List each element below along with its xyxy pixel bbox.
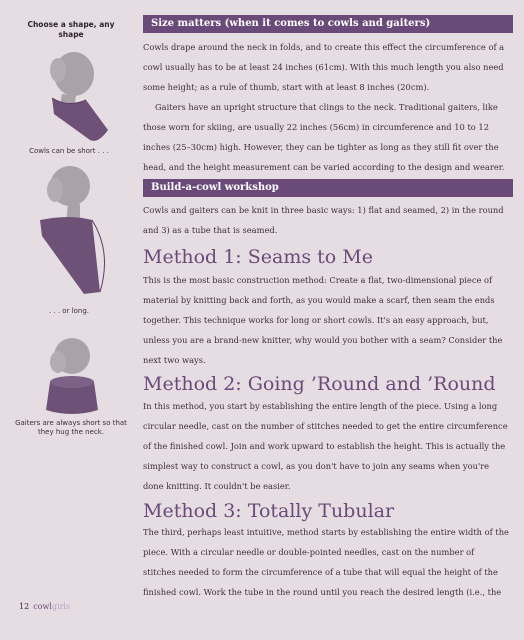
page-footer	[19, 602, 70, 611]
gaiter-illustration	[32, 336, 112, 416]
paragraph: Cowls and gaiters can be knit in three basic ways: 1) flat and seamed, 2) in the round and 3) as a tube that is seamed.	[143, 205, 504, 235]
paragraph: In this method, you start by establishing the entire length of the piece. Using a long circular needle, cast on the number of stitches needed to get the entire circumference of the finished cowl. Join and work upward to establish the height. This is actually the simplest way to construct a cowl, as you don't have to join any seams when you're done knitting. It couldn't be easier.	[143, 401, 508, 491]
page-number: 12	[19, 602, 30, 611]
sidebar-heading: Choose a shape, any shape	[27, 20, 115, 39]
method-3-heading: Method 3: Totally Tubular	[143, 500, 395, 522]
method-2-heading: Method 2: Going ’Round and ’Round	[143, 373, 496, 395]
paragraph: The third, perhaps least intuitive, method starts by establishing the entire width of the piece. With a circular needle or double-pointed needles, cast on the number of stitches needed to form the circumference of a tube that will equal the height of the finished cowl. Work the tube in the round until you reach the desired length (i.e., the	[143, 527, 509, 597]
method-3-text	[143, 522, 509, 602]
paragraph: This is the most basic construction method: Create a flat, two-dimensional piece of material by knitting back and forth, as you would make a scarf, then seam the ends together. This technique works for long or short cowls. It's an easy approach, but, unless you are a brand-new knitter, why would you bother with a seam? Consider the next two ways.	[143, 275, 503, 365]
sidebar	[0, 0, 138, 640]
size-matters-text	[143, 37, 509, 177]
method-1-heading: Method 1: Seams to Me	[143, 246, 373, 268]
paragraph: Gaiters have an upright structure that clings to the neck. Traditional gaiters, like those worn for skiing, are usually 22 inches (56cm) in circumference and 10 to 12 inches (25–30cm) high. However, they can be tighter as long as they still fit over the head, and the height measurement can be varied according to the design and wearer.	[143, 102, 505, 172]
method-2-text	[143, 396, 509, 496]
brand-name	[33, 602, 70, 611]
section-heading-workshop: Build-a-cowl workshop	[143, 179, 513, 197]
paragraph: Cowls drape around the neck in folds, and to create this effect the circumference of a cowl usually has to be at least 24 inches (61cm). With this much length you also need some height; as a rule of thumb, start with at least 8 inches (20cm).	[143, 42, 505, 92]
brand-dark: cowl	[33, 602, 52, 611]
section-heading-size-matters: Size matters (when it comes to cowls and gaiters)	[143, 15, 513, 33]
method-1-text	[143, 270, 509, 370]
caption-short-cowl: Cowls can be short . . .	[29, 147, 109, 155]
long-cowl-illustration	[30, 162, 120, 297]
workshop-text	[143, 200, 509, 240]
caption-gaiter: Gaiters are always short so that they hug the neck.	[15, 419, 127, 436]
short-cowl-illustration	[28, 48, 118, 148]
caption-long-cowl: . . . or long.	[48, 307, 90, 315]
brand-light: girls	[51, 602, 71, 611]
